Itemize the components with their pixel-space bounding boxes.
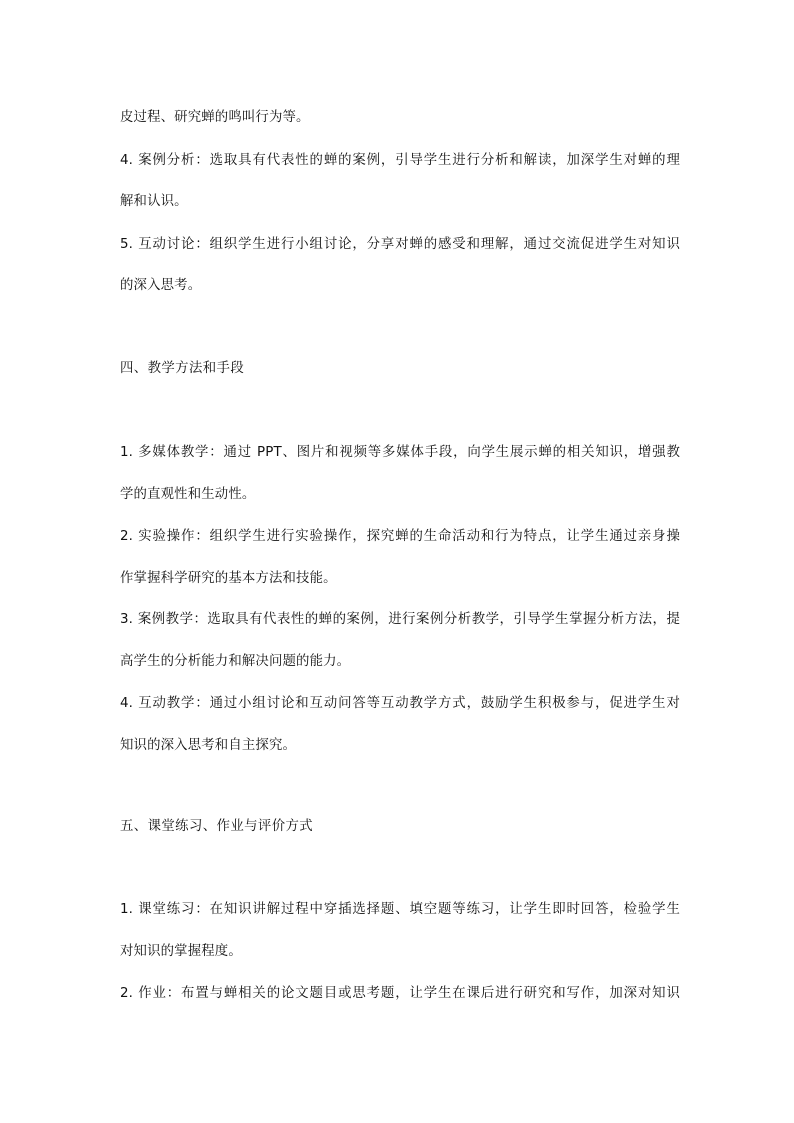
list-item-line: 1. 课堂练习：在知识讲解过程中穿插选择题、填空题等练习，让学生即时回答，检验学生 xyxy=(120,902,680,917)
paragraph-line: 解和认识。 xyxy=(120,194,188,209)
paragraph-line: 作掌握科学研究的基本方法和技能。 xyxy=(120,571,337,586)
list-item-line: 2. 作业：布置与蝉相关的论文题目或思考题，让学生在课后进行研究和写作，加深对知识 xyxy=(120,986,680,1001)
list-item-line: 4. 案例分析：选取具有代表性的蝉的案例，引导学生进行分析和解读，加深学生对蝉的理 xyxy=(120,153,680,168)
paragraph-line: 知识的深入思考和自主探究。 xyxy=(120,738,297,753)
list-item-line: 4. 互动教学：通过小组讨论和互动问答等互动教学方式，鼓励学生积极参与，促进学生对 xyxy=(120,696,680,711)
paragraph-line: 对知识的掌握程度。 xyxy=(120,944,242,959)
list-item-line: 2. 实验操作：组织学生进行实验操作，探究蝉的生命活动和行为特点，让学生通过亲身操 xyxy=(120,529,680,544)
list-item-line: 3. 案例教学：选取具有代表性的蝉的案例，进行案例分析教学，引导学生掌握分析方法，提 xyxy=(120,612,680,627)
section-heading: 四、教学方法和手段 xyxy=(120,361,245,376)
paragraph-line: 皮过程、研究蝉的鸣叫行为等。 xyxy=(120,110,310,125)
paragraph-line: 高学生的分析能力和解决问题的能力。 xyxy=(120,654,351,669)
section-heading: 五、课堂练习、作业与评价方式 xyxy=(120,819,314,834)
list-item-line: 5. 互动讨论：组织学生进行小组讨论，分享对蝉的感受和理解，通过交流促进学生对知识 xyxy=(120,237,680,252)
paragraph-line: 学的直观性和生动性。 xyxy=(120,487,256,502)
paragraph-line: 的深入思考。 xyxy=(120,278,202,293)
list-item-line: 1. 多媒体教学：通过 PPT、图片和视频等多媒体手段，向学生展示蝉的相关知识，增强教 xyxy=(120,445,680,460)
